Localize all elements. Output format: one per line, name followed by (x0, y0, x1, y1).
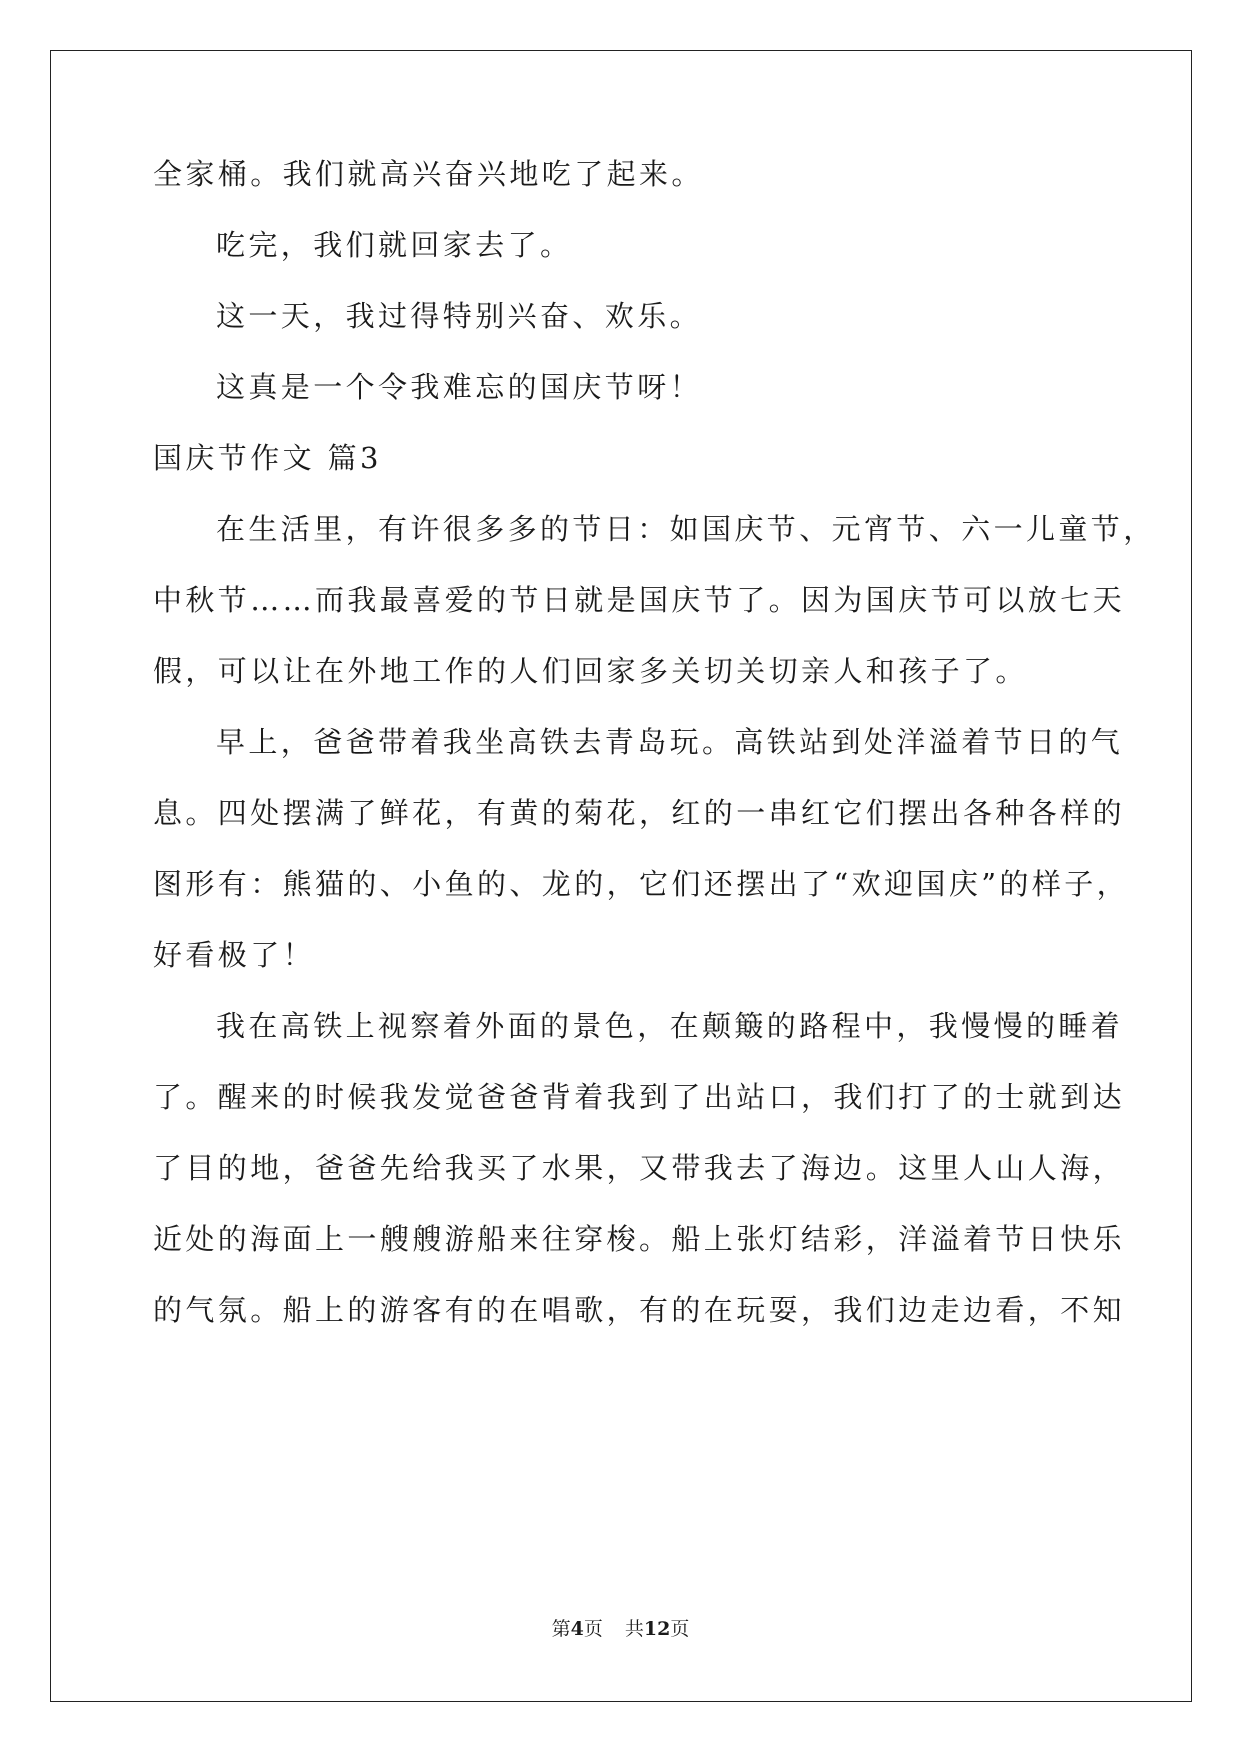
text-line: 了。醒来的时候我发觉爸爸背着我到了出站口，我们打了的士就到达 (153, 1080, 1126, 1114)
page-number: 4 (570, 1618, 584, 1640)
total-suffix: 页 (670, 1618, 690, 1640)
total-prefix: 共 (624, 1618, 644, 1640)
page-prefix: 第 (551, 1618, 571, 1640)
page-suffix: 页 (583, 1618, 603, 1640)
text-line: 早上，爸爸带着我坐高铁去青岛玩。高铁站到处洋溢着节日的气 (216, 725, 1124, 759)
text-line: 好看极了！ (153, 938, 316, 972)
text-line: 我在高铁上视察着外面的景色，在颠簸的路程中，我慢慢的睡着 (216, 1009, 1124, 1043)
text-line: 全家桶。我们就高兴奋兴地吃了起来。 (153, 157, 704, 191)
section-heading: 国庆节作文 篇3 (153, 441, 382, 475)
page-footer (0, 1617, 1241, 1641)
text-line: 中秋节……而我最喜爱的节日就是国庆节了。因为国庆节可以放七天 (153, 583, 1126, 617)
text-line: 的气氛。船上的游客有的在唱歌，有的在玩耍，我们边走边看，不知 (153, 1293, 1126, 1327)
text-line: 息。四处摆满了鲜花，有黄的菊花，红的一串红它们摆出各种各样的 (153, 796, 1126, 830)
text-line: 了目的地，爸爸先给我买了水果，又带我去了海边。这里人山人海， (153, 1151, 1126, 1185)
text-line: 假，可以让在外地工作的人们回家多关切关切亲人和孩子了。 (153, 654, 1028, 688)
total-pages: 12 (643, 1618, 671, 1640)
text-line: 图形有：熊猫的、小鱼的、龙的，它们还摆出了“欢迎国庆”的样子， (153, 867, 1130, 901)
text-line: 近处的海面上一艘艘游船来往穿梭。船上张灯结彩，洋溢着节日快乐 (153, 1222, 1126, 1256)
text-line: 这真是一个令我难忘的国庆节呀！ (216, 370, 703, 404)
text-line: 吃完，我们就回家去了。 (216, 228, 573, 262)
text-line: 在生活里，有许很多多的节日：如国庆节、元宵节、六一儿童节， (216, 512, 1156, 546)
text-line: 这一天，我过得特别兴奋、欢乐。 (216, 299, 703, 333)
